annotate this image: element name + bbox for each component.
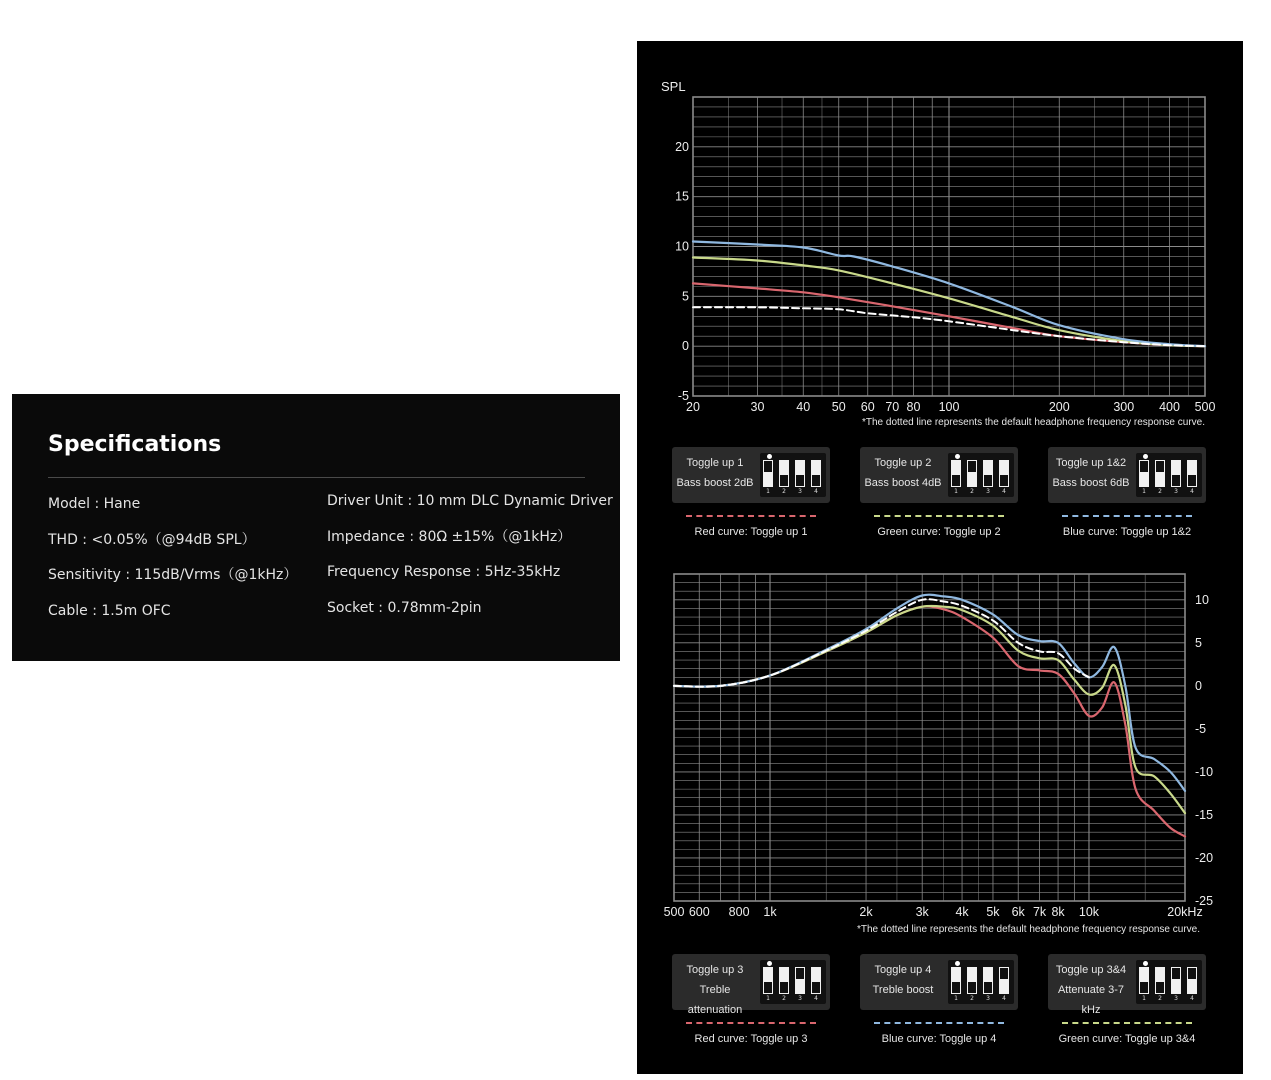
dip-knob-up xyxy=(764,461,772,472)
x-tick-label: 4k xyxy=(955,905,969,919)
dip-knob-down xyxy=(984,982,992,993)
dip-switch-number: 3 xyxy=(1174,995,1178,1002)
dip-switch-number: 2 xyxy=(1158,995,1162,1002)
dip-switch-number: 3 xyxy=(986,995,990,1002)
y-tick-label: 0 xyxy=(682,339,689,354)
dip-indicator-dot xyxy=(767,454,772,459)
x-tick-label: 100 xyxy=(938,400,960,414)
legend-swatch-red xyxy=(686,1022,816,1024)
y-tick-label: 0 xyxy=(1195,678,1202,693)
x-tick-label: 8k xyxy=(1051,905,1065,919)
legend-caption: Blue curve: Toggle up 4 xyxy=(881,1033,997,1045)
dip-switch-number: 4 xyxy=(1190,488,1194,495)
dip-switch-slot xyxy=(1155,967,1165,994)
y-tick-label: -25 xyxy=(1195,894,1214,908)
spec-driver-unit: Driver Unit : 10 mm DLC Dynamic Driver xyxy=(327,493,613,509)
toggle-card-text xyxy=(1048,453,1134,493)
y-tick-label: -10 xyxy=(1195,764,1214,779)
dip-switch-slot xyxy=(983,967,993,994)
spec-model: Model : Hane xyxy=(48,496,141,512)
x-tick-label: 60 xyxy=(860,400,875,414)
dip-switch-number: 2 xyxy=(1158,488,1162,495)
dip-switch-number: 4 xyxy=(1002,995,1006,1002)
dip-knob-up xyxy=(1000,968,1008,979)
dip-switch-number: 4 xyxy=(814,995,818,1002)
toggle-title: Toggle up 1&2 xyxy=(1055,457,1127,469)
toggle-top-card-3 xyxy=(1048,447,1206,503)
dip-knob-down xyxy=(780,475,788,486)
toggle-title: Toggle up 2 xyxy=(874,457,932,469)
dip-switch-number: 1 xyxy=(954,488,958,495)
legend-swatch-green xyxy=(1062,1022,1192,1024)
dip-switch-number: 1 xyxy=(954,995,958,1002)
dip-knob-up xyxy=(1172,968,1180,979)
dip-switch-icon xyxy=(760,453,826,497)
chart-note-top: *The dotted line represents the default headphone frequency response curve. xyxy=(862,417,1206,428)
y-tick-label: -5 xyxy=(677,389,689,403)
dip-knob-down xyxy=(984,475,992,486)
dip-switch-number: 3 xyxy=(986,488,990,495)
legend-swatch-green xyxy=(874,515,1004,517)
x-tick-label: 200 xyxy=(1048,400,1070,414)
spec-cable: Cable : 1.5m OFC xyxy=(48,602,171,619)
dip-knob-down xyxy=(1140,982,1148,993)
dip-knob-down xyxy=(812,475,820,486)
toggle-top-card-1 xyxy=(672,447,830,503)
dip-switch-number: 1 xyxy=(766,488,770,495)
toggle-description: Treble attenuation xyxy=(687,984,743,1016)
toggle-card-text xyxy=(1048,960,1134,1020)
y-tick-label: 10 xyxy=(1195,592,1209,607)
frequency-response-charts xyxy=(637,41,1243,1074)
legend-caption: Blue curve: Toggle up 1&2 xyxy=(1062,526,1192,538)
dip-switch-icon xyxy=(1136,453,1202,497)
dip-switch-number: 1 xyxy=(1142,488,1146,495)
toggle-title: Toggle up 3 xyxy=(686,964,744,976)
dip-knob-down xyxy=(1000,475,1008,486)
chart-note-bottom: *The dotted line represents the default headphone frequency response curve. xyxy=(857,924,1201,935)
dip-knob-down xyxy=(952,982,960,993)
x-tick-label: 70 xyxy=(885,400,900,414)
dip-switch-slot xyxy=(779,460,789,487)
y-tick-label: 5 xyxy=(1195,635,1202,650)
dip-knob-down xyxy=(780,982,788,993)
chart-2 xyxy=(664,574,1214,919)
dip-knob-up xyxy=(1188,968,1196,979)
dip-switch-slot xyxy=(967,460,977,487)
dip-switch-slot xyxy=(999,967,1009,994)
x-tick-label: 80 xyxy=(906,400,921,414)
spec-title: Specifications xyxy=(48,432,222,457)
toggle-title: Toggle up 1 xyxy=(686,457,744,469)
spec-sensitivity: Sensitivity : 115dB/Vrms（@1kHz） xyxy=(48,567,298,583)
dip-switch-slot xyxy=(763,460,773,487)
y-axis-label: SPL xyxy=(661,79,686,94)
toggle-title: Toggle up 3&4 xyxy=(1055,964,1127,976)
dip-switch-number: 1 xyxy=(766,995,770,1002)
x-tick-label: 10k xyxy=(1078,905,1100,919)
toggle-card-text xyxy=(672,453,758,493)
dip-switch-number: 4 xyxy=(1190,995,1194,1002)
toggle-description: Bass boost 4dB xyxy=(864,477,942,489)
x-tick-label: 40 xyxy=(796,400,811,414)
spec-column-left xyxy=(48,490,297,632)
y-tick-label: 20 xyxy=(675,139,689,154)
dip-knob-up xyxy=(796,968,804,979)
series-line-red xyxy=(674,606,1185,836)
dip-switch-icon xyxy=(948,453,1014,497)
dip-indicator-dot xyxy=(955,454,960,459)
y-tick-label: 5 xyxy=(682,289,689,304)
dip-knob-down xyxy=(952,475,960,486)
toggle-bottom-card-2 xyxy=(860,954,1018,1010)
legend-caption: Green curve: Toggle up 3&4 xyxy=(1058,1033,1196,1045)
x-tick-label: 800 xyxy=(728,905,750,919)
toggle-bottom-card-1 xyxy=(672,954,830,1016)
dip-switch-number: 2 xyxy=(782,488,786,495)
dip-knob-down xyxy=(812,982,820,993)
y-tick-label: 15 xyxy=(675,189,689,204)
dip-switch-slot xyxy=(951,967,961,994)
toggle-description: Attenuate 3-7 kHz xyxy=(1057,984,1125,1016)
y-tick-label: -15 xyxy=(1195,807,1214,822)
x-tick-label: 1k xyxy=(763,905,777,919)
x-tick-label: 20 xyxy=(686,400,700,414)
dip-switch-slot xyxy=(1187,460,1197,487)
dip-switch-icon xyxy=(1136,960,1202,1004)
x-tick-label: 500 xyxy=(663,905,685,919)
y-tick-label: -20 xyxy=(1195,850,1214,865)
y-tick-label: 10 xyxy=(675,239,689,254)
legend-swatch-red xyxy=(686,515,816,517)
dip-knob-up xyxy=(1156,461,1164,472)
dip-knob-down xyxy=(1188,475,1196,486)
toggle-bottom-card-3 xyxy=(1048,954,1206,1016)
x-tick-label: 7k xyxy=(1032,905,1047,919)
spec-thd: THD : <0.05%（@94dB SPL） xyxy=(48,531,256,548)
dip-switch-slot xyxy=(951,460,961,487)
toggle-title: Toggle up 4 xyxy=(874,964,932,976)
dip-switch-icon xyxy=(948,960,1014,1004)
dip-switch-slot xyxy=(1155,460,1165,487)
dip-indicator-dot xyxy=(1143,961,1148,966)
dip-switch-number: 2 xyxy=(782,995,786,1002)
dip-switch-slot xyxy=(795,967,805,994)
dip-switch-slot xyxy=(763,967,773,994)
x-tick-label: 50 xyxy=(831,400,846,414)
x-tick-label: 30 xyxy=(750,400,765,414)
spec-column-right xyxy=(327,487,613,629)
dip-switch-slot xyxy=(1171,967,1181,994)
dip-switch-number: 1 xyxy=(1142,995,1146,1002)
dip-knob-down xyxy=(1172,475,1180,486)
dip-switch-number: 3 xyxy=(798,488,802,495)
x-tick-label: 400 xyxy=(1159,400,1180,414)
chart-1 xyxy=(661,79,1215,414)
x-tick-label: 600 xyxy=(688,905,710,919)
x-tick-label: 2k xyxy=(859,905,873,919)
dip-switch-number: 3 xyxy=(798,995,802,1002)
dip-switch-slot xyxy=(1171,460,1181,487)
dip-switch-number: 3 xyxy=(1174,488,1178,495)
toggle-card-text xyxy=(860,453,946,493)
spec-divider xyxy=(48,477,585,478)
x-tick-label: 5k xyxy=(986,905,1000,919)
series-line-green xyxy=(674,606,1185,813)
dip-switch-number: 2 xyxy=(970,488,974,495)
dip-switch-slot xyxy=(999,460,1009,487)
dip-knob-up xyxy=(968,461,976,472)
dip-switch-number: 4 xyxy=(814,488,818,495)
dip-knob-down xyxy=(968,982,976,993)
x-tick-label: 6k xyxy=(1011,905,1025,919)
y-tick-label: -5 xyxy=(1195,721,1207,736)
toggle-card-text xyxy=(860,960,946,1000)
x-tick-label: 20kHz xyxy=(1167,905,1203,919)
specifications-card xyxy=(12,394,620,661)
spec-frequency-response: Frequency Response : 5Hz-35kHz xyxy=(327,564,561,580)
toggle-description: Treble boost xyxy=(872,984,934,996)
spec-socket: Socket : 0.78mm-2pin xyxy=(327,599,482,616)
toggle-top-card-2 xyxy=(860,447,1018,503)
dip-knob-up xyxy=(1140,461,1148,472)
dip-knob-down xyxy=(796,475,804,486)
dip-knob-down xyxy=(764,982,772,993)
toggle-description: Bass boost 2dB xyxy=(676,477,754,489)
dip-indicator-dot xyxy=(767,961,772,966)
dip-switch-slot xyxy=(1187,967,1197,994)
legend-caption: Red curve: Toggle up 3 xyxy=(694,1033,808,1045)
dip-switch-icon xyxy=(760,960,826,1004)
legend-swatch-blue xyxy=(874,1022,1004,1024)
dip-indicator-dot xyxy=(955,961,960,966)
x-tick-label: 3k xyxy=(915,905,929,919)
dip-switch-slot xyxy=(795,460,805,487)
toggle-card-text xyxy=(672,960,758,1020)
x-tick-label: 500 xyxy=(1194,400,1216,414)
legend-caption: Red curve: Toggle up 1 xyxy=(694,526,808,538)
dip-switch-slot xyxy=(1139,460,1149,487)
dip-switch-slot xyxy=(779,967,789,994)
dip-switch-slot xyxy=(811,460,821,487)
dip-knob-down xyxy=(1156,982,1164,993)
dip-switch-number: 2 xyxy=(970,995,974,1002)
dip-switch-slot xyxy=(983,460,993,487)
dip-switch-slot xyxy=(811,967,821,994)
dip-switch-number: 4 xyxy=(1002,488,1006,495)
legend-swatch-blue xyxy=(1062,515,1192,517)
dip-switch-slot xyxy=(967,967,977,994)
frequency-response-panel xyxy=(637,41,1243,1074)
dip-indicator-dot xyxy=(1143,454,1148,459)
dip-switch-slot xyxy=(1139,967,1149,994)
x-tick-label: 300 xyxy=(1113,400,1135,414)
legend-caption: Green curve: Toggle up 2 xyxy=(877,526,1001,538)
toggle-description: Bass boost 6dB xyxy=(1052,477,1130,489)
spec-impedance: Impedance : 80Ω ±15%（@1kHz） xyxy=(327,528,572,545)
